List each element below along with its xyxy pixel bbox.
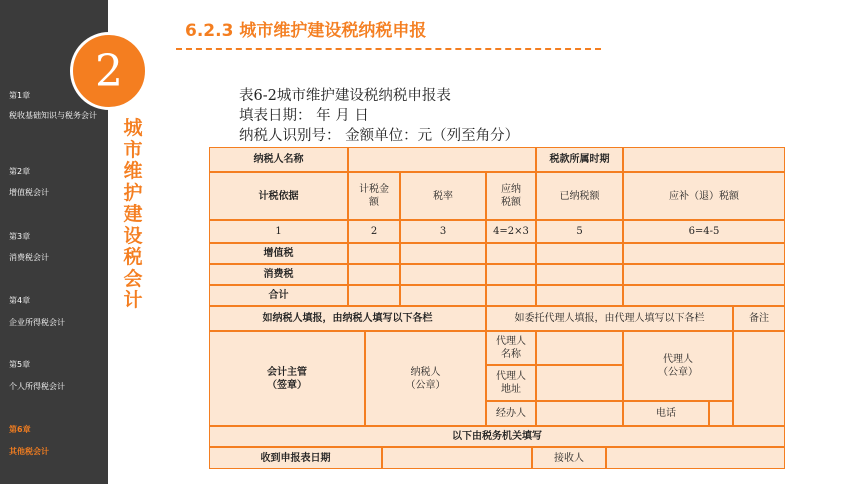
consumption-tax-supplement-field[interactable] (623, 264, 785, 285)
vat-tax-amount-field[interactable] (348, 243, 400, 264)
total-row-label: 合计 (209, 285, 348, 306)
receive-date-field[interactable] (382, 447, 532, 469)
tax-period-label: 税款所属时期 (536, 147, 623, 172)
column-number-3: 3 (400, 220, 486, 243)
agent-name-label: 代理人名称 (486, 331, 536, 365)
taxpayer-name-field[interactable] (348, 147, 536, 172)
column-number-5: 5 (536, 220, 623, 243)
vat-tax-payable-field[interactable] (486, 243, 536, 264)
tax-rate-header: 税率 (400, 172, 486, 220)
sidebar-item-label: 企业所得税会计 (9, 318, 65, 327)
total-tax-payable-field[interactable] (486, 285, 536, 306)
chapter-number-badge: 2 (70, 32, 148, 110)
receiver-label: 接收人 (532, 447, 606, 469)
vertical-chapter-title: 城市维护建设税会计 (123, 117, 143, 311)
total-tax-amount-field[interactable] (348, 285, 400, 306)
vat-tax-rate-field[interactable] (400, 243, 486, 264)
sidebar-item-chapter-6[interactable] (9, 424, 104, 458)
remarks-header: 备注 (733, 306, 785, 331)
consumption-tax-rate-field[interactable] (400, 264, 486, 285)
tax-period-field[interactable] (623, 147, 785, 172)
tax-paid-header: 已纳税额 (536, 172, 623, 220)
tax-office-header: 以下由税务机关填写 (209, 426, 785, 447)
agent-address-label: 代理人地址 (486, 365, 536, 401)
taxpayer-seal-cell: 纳税人 （公章） (365, 331, 486, 426)
fill-date-line: 填表日期： 年 月 日 (239, 108, 369, 124)
sidebar-item-chapter-2[interactable] (9, 166, 104, 199)
tax-supplement-header: 应补（退）税额 (623, 172, 785, 220)
sidebar-item-chapter: 第3章 (9, 232, 31, 241)
column-number-1: 1 (209, 220, 348, 243)
vat-row-label: 增值税 (209, 243, 348, 264)
agent-name-field[interactable] (536, 331, 623, 365)
agent-filing-header: 如委托代理人填报，由代理人填写以下各栏 (486, 306, 733, 331)
sidebar-item-label: 其他税会计 (9, 447, 49, 456)
sidebar-item-label: 增值税会计 (9, 188, 49, 197)
sidebar-item-label: 消费税会计 (9, 253, 49, 262)
page-title: 6.2.3 城市维护建设税纳税申报 (185, 21, 427, 41)
sidebar-item-chapter-3[interactable] (9, 231, 104, 264)
sidebar-item-chapter-4[interactable] (9, 295, 104, 329)
tax-amount-header: 计税金额 (348, 172, 400, 220)
remarks-field[interactable] (733, 331, 785, 426)
tax-basis-header: 计税依据 (209, 172, 348, 220)
agent-address-field[interactable] (536, 365, 623, 401)
handler-field[interactable] (536, 401, 623, 426)
table-caption: 表6-2城市维护建设税纳税申报表 (239, 88, 451, 104)
agent-seal-cell: 代理人 （公章） (623, 331, 733, 401)
receiver-field[interactable] (606, 447, 785, 469)
column-number-6: 6=4-5 (623, 220, 785, 243)
total-tax-paid-field[interactable] (536, 285, 623, 306)
accountant-signature-cell: 会计主管 （签章） (209, 331, 365, 426)
column-number-4: 4=2×3 (486, 220, 536, 243)
total-tax-rate-field[interactable] (400, 285, 486, 306)
title-underline (176, 48, 601, 50)
vat-tax-paid-field[interactable] (536, 243, 623, 264)
vat-tax-supplement-field[interactable] (623, 243, 785, 264)
phone-label: 电话 (623, 401, 709, 426)
consumption-tax-payable-field[interactable] (486, 264, 536, 285)
sidebar-item-chapter: 第1章 (9, 91, 31, 100)
total-tax-supplement-field[interactable] (623, 285, 785, 306)
tax-payable-header: 应纳税额 (486, 172, 536, 220)
taxpayer-id-line: 纳税人识别号： 金额单位：元（列至角分） (239, 128, 520, 144)
consumption-tax-amount-field[interactable] (348, 264, 400, 285)
sidebar-item-label: 个人所得税会计 (9, 382, 65, 391)
sidebar-item-chapter: 第4章 (9, 296, 31, 305)
phone-field[interactable] (709, 401, 733, 426)
sidebar-item-label: 税收基础知识与税务会计 (9, 111, 97, 120)
receive-date-label: 收到申报表日期 (209, 447, 382, 469)
consumption-tax-row-label: 消费税 (209, 264, 348, 285)
self-filing-header: 如纳税人填报，由纳税人填写以下各栏 (209, 306, 486, 331)
column-number-2: 2 (348, 220, 400, 243)
sidebar-item-chapter-5[interactable] (9, 359, 104, 393)
consumption-tax-paid-field[interactable] (536, 264, 623, 285)
sidebar-item-chapter: 第2章 (9, 167, 31, 176)
tax-return-table (209, 147, 785, 469)
sidebar-item-chapter: 第5章 (9, 360, 31, 369)
handler-label: 经办人 (486, 401, 536, 426)
taxpayer-name-label: 纳税人名称 (209, 147, 348, 172)
sidebar-item-chapter: 第6章 (9, 425, 31, 434)
